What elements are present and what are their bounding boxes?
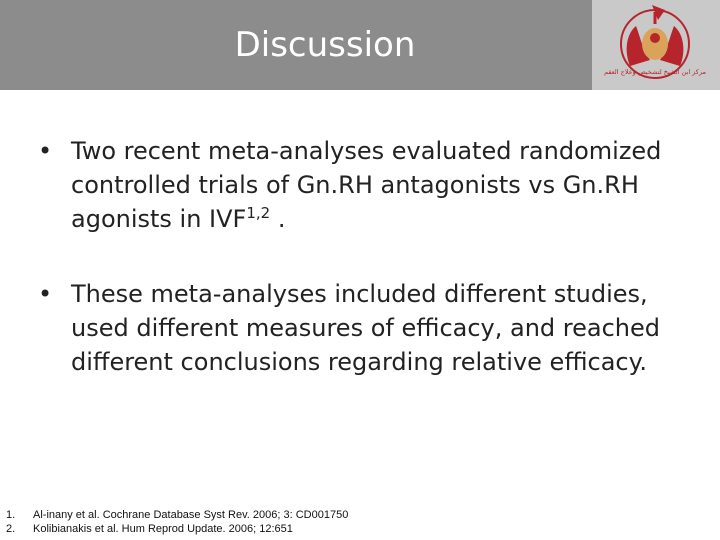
reference-item [6, 508, 348, 522]
bullet-item [38, 277, 678, 379]
logo-emblem-icon [592, 0, 720, 90]
slide-title: Discussion [234, 25, 416, 65]
reference-item [6, 522, 348, 536]
reference-text: Kolibianakis et al. Hum Reprod Update. 2006; 12:651 [33, 523, 293, 535]
reference-number: 1. [6, 509, 16, 521]
slide-header [0, 0, 720, 90]
bullet-marker: • [38, 137, 53, 165]
bullet-suffix: . [270, 205, 286, 233]
references-list [6, 508, 348, 536]
bullet-marker: • [38, 280, 53, 308]
bullet-text: Two recent meta-analyses evaluated randomized controlled trials of Gn.RH antagonists vs Gn.RH agonists in IVF [71, 137, 662, 233]
reference-text: Al-inany et al. Cochrane Database Syst Rev. 2006; 3: CD001750 [33, 509, 349, 521]
clinic-logo [592, 0, 720, 90]
citation-superscript: 1,2 [246, 204, 271, 222]
bullet-item [38, 134, 678, 236]
logo-caption: مركز ابن الشيخ لتشخيص وعلاج العقم [604, 68, 706, 76]
bullet-list [38, 134, 678, 379]
reference-number: 2. [6, 523, 16, 535]
bullet-text: These meta-analyses included different studies, used different measures of efficacy, and reached different conclusions regarding relative efficacy. [71, 280, 660, 376]
